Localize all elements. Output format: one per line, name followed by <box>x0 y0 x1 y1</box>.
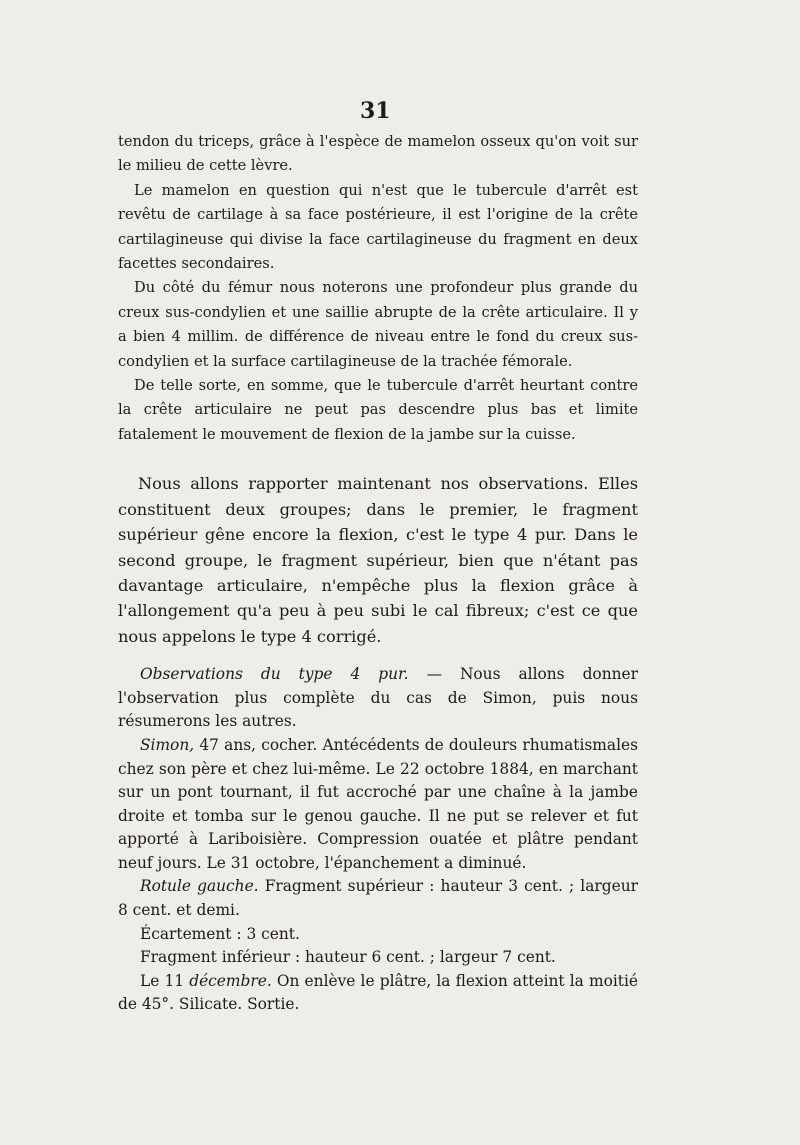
december-text: On enlève le plâtre, la flexion atteint la moitié de 45°. Silicate. Sortie. <box>118 971 638 1014</box>
page-body <box>118 130 638 1017</box>
paragraph-fragment-inferieur: Fragment inférieur : hauteur 6 cent. ; largeur 7 cent. <box>140 948 556 967</box>
observations-heading-text: — Nous allons donner l'observation plus complète du cas de Simon, puis nous résumerons les autres. <box>118 665 638 731</box>
case-name: Simon, <box>140 735 195 754</box>
paragraph-tendon: tendon du triceps, grâce à l'espèce de mamelon osseux qu'on voit sur le milieu de cette lèvre. <box>118 133 638 175</box>
rotule-label: Rotule gauche. <box>140 877 259 896</box>
observations-heading: Observations du type 4 pur. <box>140 665 409 684</box>
paragraph-conclusion: De telle sorte, en somme, que le tubercule d'arrêt heurtant contre la crête articulaire ne peut pas descendre plus bas et limite fatalement le mouvement de flexion de la jambe sur la cuisse. <box>118 377 638 443</box>
december-month: décembre. <box>189 971 272 990</box>
rotule-text: Fragment supérieur : hauteur 3 cent. ; largeur 8 cent. et demi. <box>118 877 638 920</box>
paragraph-case-simon <box>118 734 638 876</box>
section-anatomy <box>118 130 638 447</box>
paragraph-mamelon: Le mamelon en question qui n'est que le tubercule d'arrêt est revêtu de cartilage à sa face postérieure, il est l'origine de la crête cartilagineuse qui divise la face cartilagineuse du fragment en deux facettes secondaires. <box>118 181 638 273</box>
paragraph-december <box>118 970 638 1017</box>
paragraph-rotule <box>118 875 638 922</box>
paragraph-observations-heading <box>118 663 638 734</box>
case-text: 47 ans, cocher. Antécédents de douleurs rhumatismales chez son père et chez lui-même. Le 22 octobre 1884, en marchant sur un pont tournant, il fut accroché par une chaîne à la jambe droite et tomba sur le genou gauche. Il ne put se relever et fut apporté à Lariboisière. Compression ouatée et plâtre pendant neuf jours. Le 31 octobre, l'épanchement a diminué. <box>118 735 638 872</box>
paragraph-observations-intro: Nous allons rapporter maintenant nos observations. Elles constituent deux groupes; dans le premier, le fragment supérieur gêne encore la flexion, c'est le type 4 pur. Dans le second groupe, le fragment supérieur, bien que n'étant pas davantage articulaire, n'empêche plus la flexion grâce à l'allongement qu'a peu à peu subi le cal fibreux; c'est ce que nous appelons le type 4 corrigé. <box>118 474 638 646</box>
december-prefix: Le 11 <box>140 971 190 990</box>
paragraph-ecartement: Écartement : 3 cent. <box>140 924 300 943</box>
section-observations-intro <box>118 471 638 649</box>
section-case-report <box>118 663 638 1017</box>
page-number: 31 <box>360 98 391 124</box>
paragraph-femur: Du côté du fémur nous noterons une profondeur plus grande du creux sus-condylien et une saillie abrupte de la crête articulaire. Il y a bien 4 millim. de différence de niveau entre le fond du creux sus-condylien et la surface cartilagineuse de la trachée fémorale. <box>118 279 638 370</box>
